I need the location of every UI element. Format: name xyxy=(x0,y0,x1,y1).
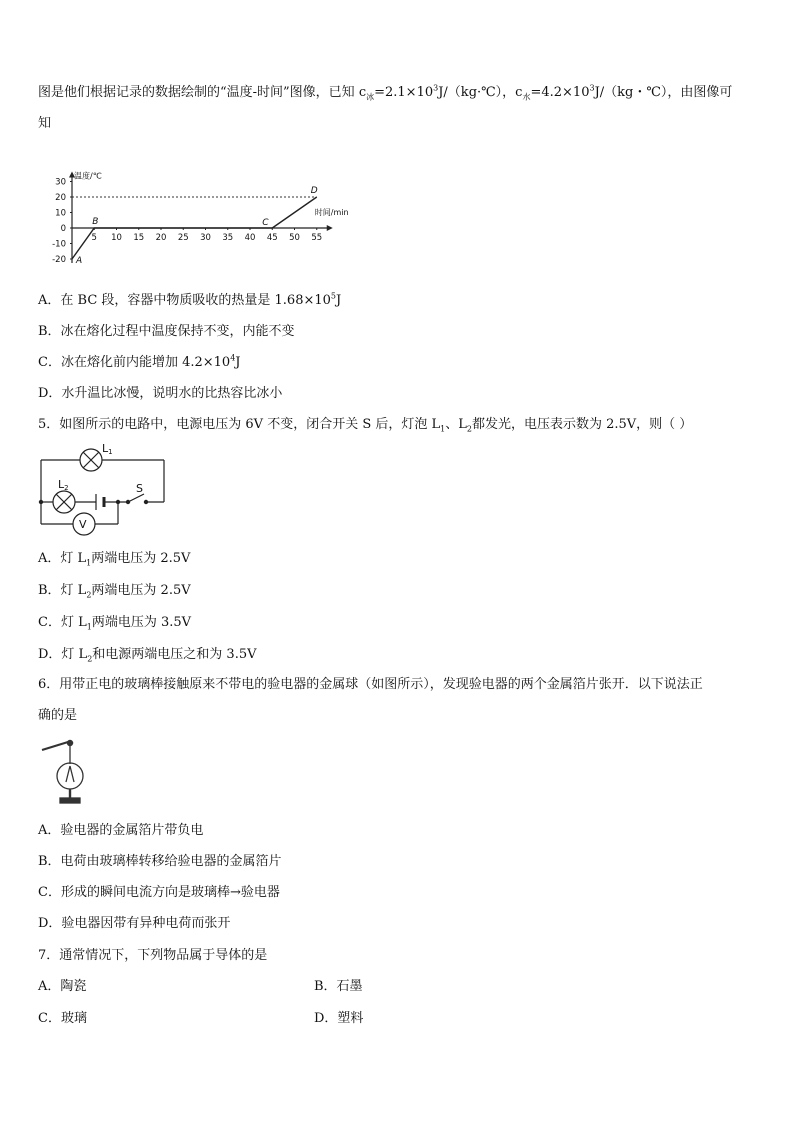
q4-stem-line1: 图是他们根据记录的数据绘制的“温度-时间”图像，已知 $c_冰=2.1\times 10^3J/(kg\cdot℃)$，$c_水=4.2\times 10^3J/(kg$・℃），由图像可 xyxy=(38,83,733,102)
x-axis-arrow xyxy=(327,225,333,231)
q7-stem: 7．通常情况下，下列物品属于导体的是 xyxy=(38,948,268,963)
q5-option-d: D．灯 $L_2$和电源两端电压之和为 3.5V xyxy=(38,647,257,664)
q7-option-a: A．陶瓷 xyxy=(38,979,87,994)
q4-option-b: B．冰在熔化过程中温度保持不变，内能不变 xyxy=(38,324,295,339)
x-tick-label: 10 xyxy=(111,233,122,243)
glass-rod-icon xyxy=(42,742,68,750)
x-tick-label: 40 xyxy=(244,233,256,243)
voltmeter-label: V xyxy=(79,518,87,531)
q6-option-b: B．电荷由玻璃棒转移给验电器的金属箔片 xyxy=(38,854,282,869)
point-label-a: A xyxy=(76,256,83,266)
q6-stem-line1: 6．用带正电的玻璃棒接触原来不带电的验电器的金属球（如图所示），发现验电器的两个金属箔片张开．以下说法正 xyxy=(38,677,703,692)
q6-stem-line2: 确的是 xyxy=(38,708,78,723)
q5-option-b: B．灯 $L_2$两端电压为 2.5V xyxy=(38,583,191,600)
q7-option-d: D．塑料 xyxy=(314,1011,364,1026)
y-tick-label: 10 xyxy=(55,208,66,219)
q7-option-c: C．玻璃 xyxy=(38,1011,87,1026)
point-label-b: B xyxy=(92,217,99,227)
q6-option-c: C．形成的瞬间电流方向是玻璃棒→验电器 xyxy=(38,885,280,900)
q4-option-d: D．水升温比冰慢，说明水的比热容比冰小 xyxy=(38,386,283,401)
q7-option-b: B．石墨 xyxy=(314,979,363,994)
metal-ball-icon xyxy=(67,740,72,745)
point-label-c: C xyxy=(262,218,269,228)
y-tick-label: 20 xyxy=(55,193,66,203)
x-tick-label: 45 xyxy=(266,233,278,243)
x-axis-label: 时间/min xyxy=(314,208,349,217)
q5-stem: 5．如图所示的电路中，电源电压为 6V 不变，闭合开关 S 后，灯泡 $L_1$、$L_2$都发光，电压表示数为 2.5V，则（ ） xyxy=(38,417,693,434)
l1-label: L1 xyxy=(102,442,113,456)
circuit-diagram xyxy=(36,444,172,534)
temperature-time-chart xyxy=(38,148,349,278)
y-tick-label: -20 xyxy=(52,255,66,265)
q4-option-c: C．冰在熔化前内能增加 $4.2\times 10^4J$ xyxy=(38,353,241,370)
y-tick-label: -10 xyxy=(52,239,66,250)
q4-stem-line2: 知 xyxy=(38,116,52,131)
q6-option-d: D．验电器因带有异种电荷而张开 xyxy=(38,916,231,931)
chart-axes xyxy=(69,171,349,264)
electroscope-figure xyxy=(38,738,94,808)
x-tick-label: 50 xyxy=(289,233,300,243)
x-tick-label: 20 xyxy=(155,233,167,243)
q5-option-c: C．灯 $L_1$两端电压为 3.5V xyxy=(38,615,192,632)
x-tick-label: 25 xyxy=(177,233,189,243)
metal-foil-icon xyxy=(66,766,70,782)
q6-option-a: A．验电器的金属箔片带负电 xyxy=(38,823,204,838)
x-tick-label: 15 xyxy=(133,233,145,243)
chart-points xyxy=(75,186,318,266)
x-tick-label: 55 xyxy=(311,233,323,243)
x-tick-label: 35 xyxy=(222,233,234,243)
x-tick-label: 5 xyxy=(91,233,97,243)
x-tick-label: 30 xyxy=(200,233,211,243)
l2-label: L2 xyxy=(58,478,69,492)
y-axis-label: 温度/℃ xyxy=(74,171,102,181)
q5-option-a: A．灯 $L_1$两端电压为 2.5V xyxy=(38,551,191,568)
point-label-d: D xyxy=(310,186,318,196)
y-tick-label: 0 xyxy=(60,224,66,234)
electroscope-base-icon xyxy=(60,798,80,803)
switch-label: S xyxy=(136,482,143,495)
q4-option-a: A．在 BC 段，容器中物质吸收的热量是 $1.68\times 10^5J$ xyxy=(38,291,342,308)
y-tick-label: 30 xyxy=(55,177,66,188)
